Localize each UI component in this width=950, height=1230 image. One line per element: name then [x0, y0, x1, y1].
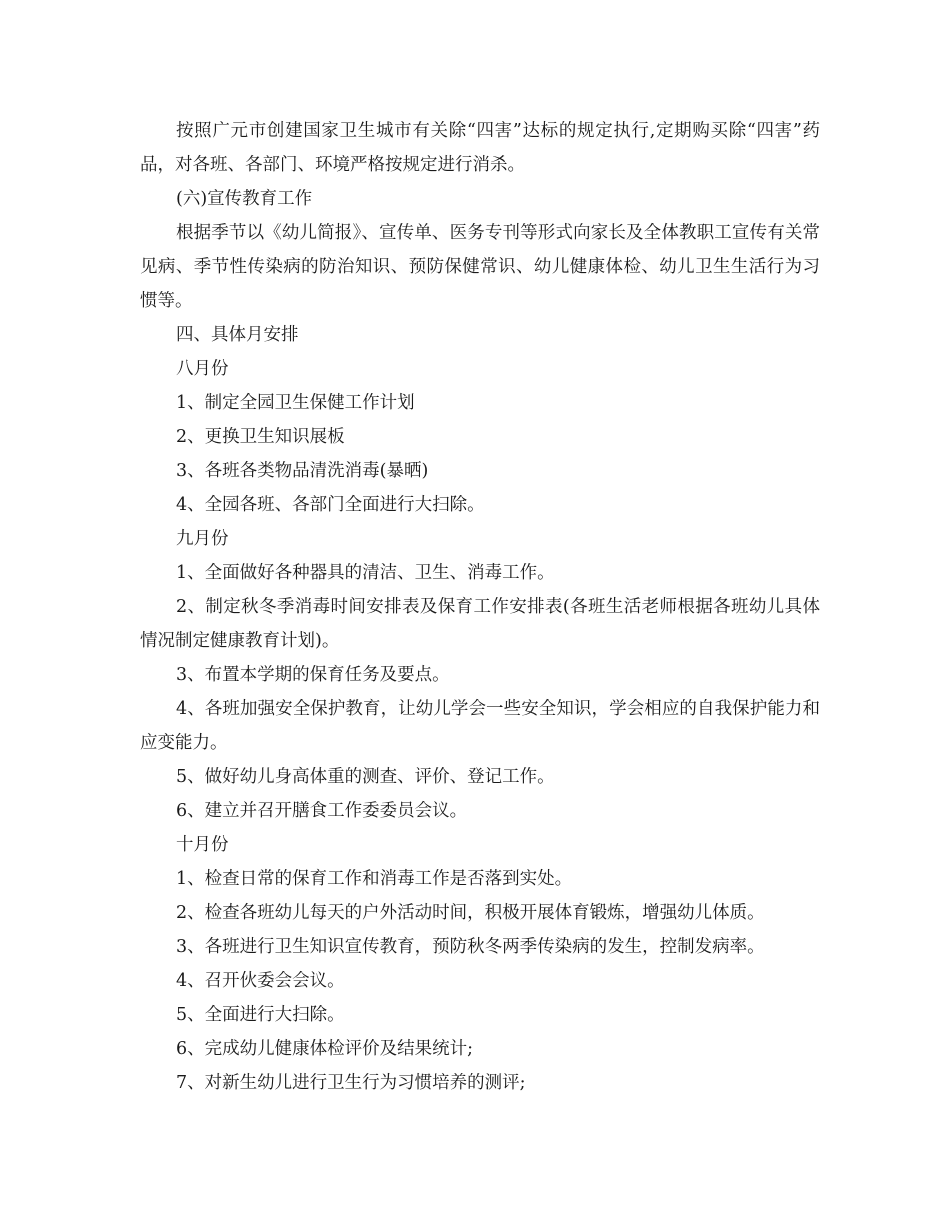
paragraph-publicity-education: 根据季节以《幼儿简报》、宣传单、医务专刊等形式向家长及全体教职工宣传有关常见病、季节性传染病的防治知识、预防保健常识、幼儿健康体检、幼儿卫生生活行为习惯等。 — [140, 223, 820, 311]
paragraph-pest-control: 按照广元市创建国家卫生城市有关除“四害”达标的规定执行,定期购买除“四害”药品，对各班、各部门、环境严格按规定进行消杀。 — [140, 121, 820, 175]
list-item: 2、更换卫生知识展板 — [176, 427, 345, 447]
list-item: 6、建立并召开膳食工作委委员会议。 — [176, 801, 468, 821]
list-item: 3、布置本学期的保育任务及要点。 — [176, 665, 450, 685]
list-item: 2、检查各班幼儿每天的户外活动时间，积极开展体育锻炼，增强幼儿体质。 — [176, 903, 765, 923]
heading-september: 九月份 — [176, 529, 229, 549]
list-item: 4、全园各班、各部门全面进行大扫除。 — [176, 495, 485, 515]
list-item: 3、各班进行卫生知识宣传教育，预防秋冬两季传染病的发生，控制发病率。 — [176, 937, 765, 957]
heading-monthly-schedule: 四、具体月安排 — [176, 325, 299, 345]
list-item: 3、各班各类物品清洗消毒(暴晒) — [176, 461, 429, 481]
list-item: 5、做好幼儿身高体重的测查、评价、登记工作。 — [176, 767, 555, 787]
list-item: 4、召开伙委会会议。 — [176, 971, 345, 991]
list-item: 6、完成幼儿健康体检评价及结果统计; — [176, 1039, 474, 1059]
list-item: 1、全面做好各种器具的清洁、卫生、消毒工作。 — [176, 563, 555, 583]
heading-publicity-education: (六)宣传教育工作 — [176, 189, 313, 209]
list-item: 5、全面进行大扫除。 — [176, 1005, 345, 1025]
heading-august: 八月份 — [176, 359, 229, 379]
list-item: 2、制定秋冬季消毒时间安排表及保育工作安排表(各班生活老师根据各班幼儿具体情况制定健康教育计划)。 — [140, 597, 820, 651]
list-item: 1、检查日常的保育工作和消毒工作是否落到实处。 — [176, 869, 573, 889]
list-item: 7、对新生幼儿进行卫生行为习惯培养的测评; — [176, 1073, 526, 1093]
heading-october: 十月份 — [176, 835, 229, 855]
document-body — [140, 114, 820, 1100]
list-item: 4、各班加强安全保护教育，让幼儿学会一些安全知识，学会相应的自我保护能力和应变能力。 — [140, 699, 820, 753]
list-item: 1、制定全园卫生保健工作计划 — [176, 393, 415, 413]
